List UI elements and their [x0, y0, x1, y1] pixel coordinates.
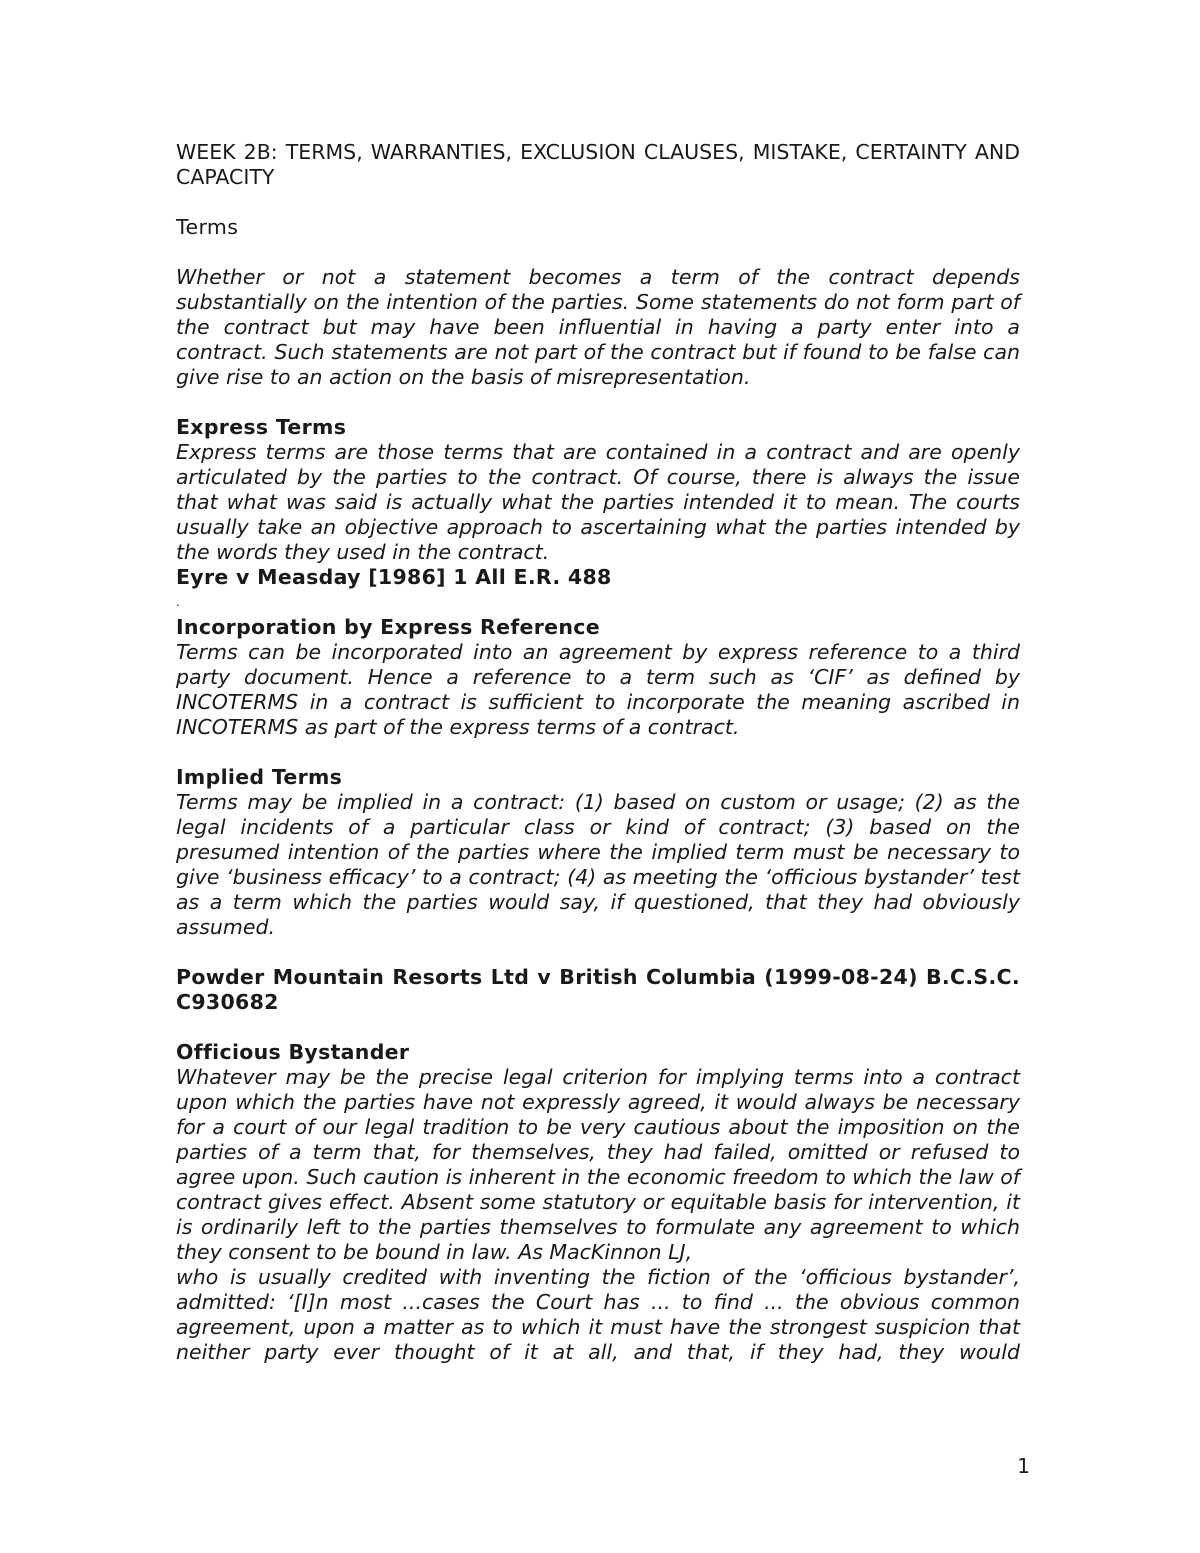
heading-officious-bystander: Officious Bystander	[176, 1040, 410, 1064]
case-citation-eyre: Eyre v Measday [1986] 1 All E.R. 488	[176, 565, 612, 589]
case-citation-powder-mountain: Powder Mountain Resorts Ltd v British Columbia (1999-08-24) B.C.S.C. C930682	[176, 965, 1020, 1014]
spacer	[176, 240, 1020, 265]
document-page	[176, 140, 1020, 1365]
spacer	[176, 1015, 1020, 1040]
paragraph-implied-terms: Terms may be implied in a contract: (1) based on custom or usage; (2) as the legal incidents of a particular class or kind of contract; (3) based on the presumed intention of the parties where the implied term must be necessary to give ‘business efficacy’ to a contract; (4) as meeting the ‘officious bystander’ test as a term which the parties would say, if questioned, that they had obviously assumed.	[176, 790, 1020, 939]
paragraph-incorporation: Terms can be incorporated into an agreement by express reference to a third party document. Hence a reference to a term such as ‘CIF’ as defined by INCOTERMS in a contract is sufficient to incorporate the meaning ascribed in INCOTERMS as part of the express terms of a contract.	[176, 640, 1020, 739]
heading-implied-terms: Implied Terms	[176, 765, 343, 789]
spacer	[176, 940, 1020, 965]
heading-express-terms: Express Terms	[176, 415, 347, 439]
paragraph-terms: Whether or not a statement becomes a term of the contract depends substantially on the intention of the parties. Some statements do not form part of the contract but may have been influential in having a party enter into a contract. Such statements are not part of the contract but if found to be false can give rise to an action on the basis of misrepresentation.	[176, 265, 1020, 389]
spacer	[176, 740, 1020, 765]
spacer	[176, 390, 1020, 415]
document-title: WEEK 2B: TERMS, WARRANTIES, EXCLUSION CLAUSES, MISTAKE, CERTAINTY AND CAPACITY	[176, 140, 1020, 189]
paragraph-officious-bystander-2: who is usually credited with inventing the fiction of the ‘officious bystander’, admitted: ‘[I]n most ...cases the Court has ... to find ... the obvious common agreement, upon a matter as to which it must have the strongest suspicion that neither party ever thought of it at all, and that, if they had, they would	[176, 1265, 1020, 1364]
heading-terms: Terms	[176, 215, 239, 239]
separator-dot: .	[176, 595, 180, 609]
heading-incorporation: Incorporation by Express Reference	[176, 615, 600, 639]
paragraph-express-terms: Express terms are those terms that are contained in a contract and are openly articulated by the parties to the contract. Of course, there is always the issue that what was said is actually what the parties intended it to mean. The courts usually take an objective approach to ascertaining what the parties intended by the words they used in the contract.	[176, 440, 1020, 564]
paragraph-officious-bystander-1: Whatever may be the precise legal criterion for implying terms into a contract upon which the parties have not expressly agreed, it would always be necessary for a court of our legal tradition to be very cautious about the imposition on the parties of a term that, for themselves, they had failed, omitted or refused to agree upon. Such caution is inherent in the economic freedom to which the law of contract gives effect. Absent some statutory or equitable basis for intervention, it is ordinarily left to the parties themselves to formulate any agreement to which they consent to be bound in law. As MacKinnon LJ,	[176, 1065, 1020, 1264]
page-number: 1	[1017, 1454, 1030, 1478]
